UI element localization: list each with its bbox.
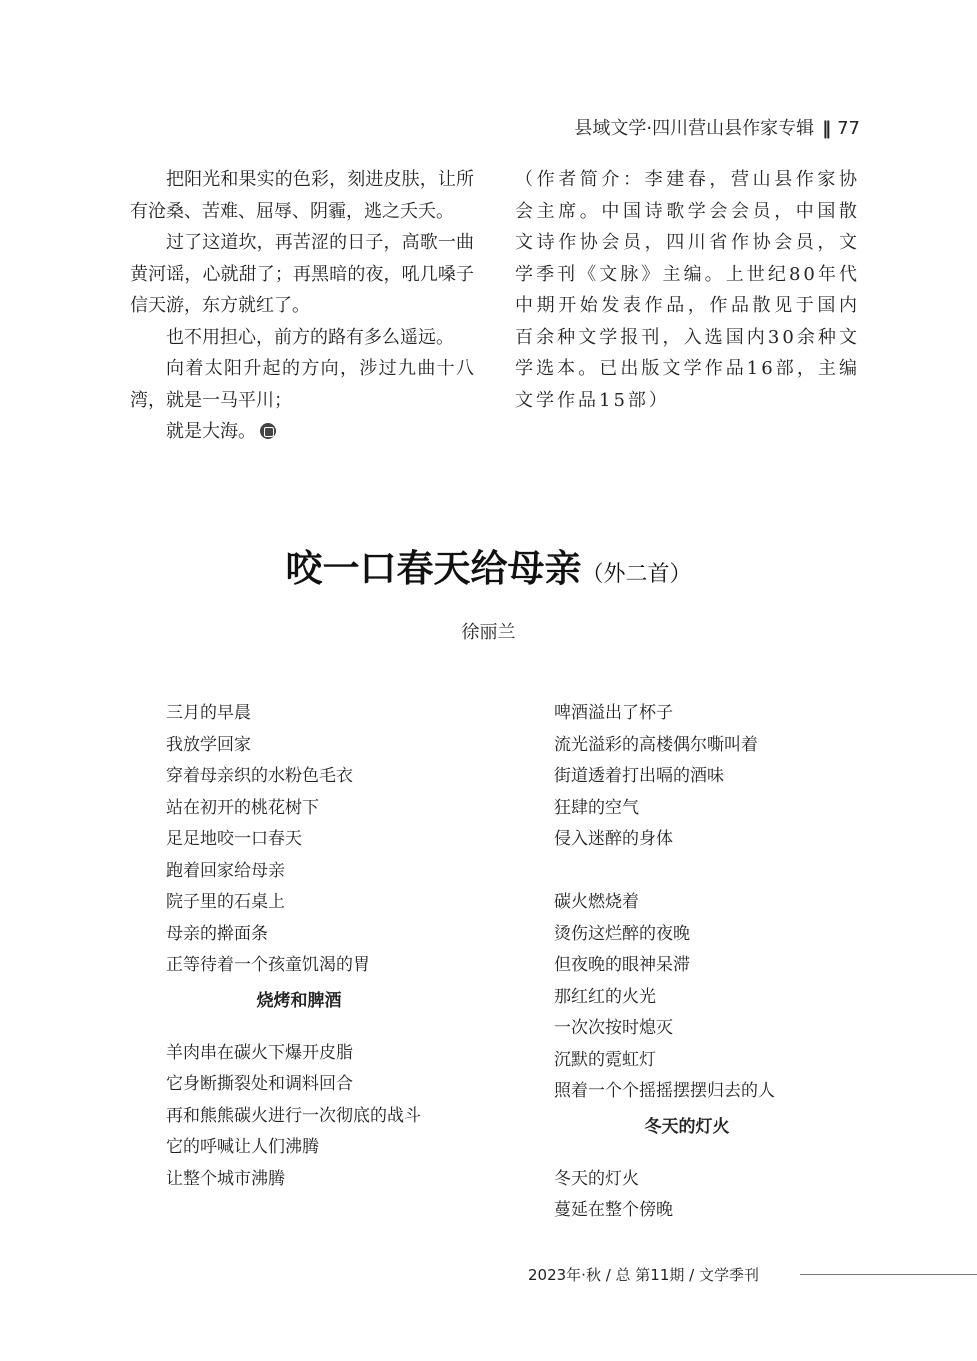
section-title: 冬天的灯火	[644, 1116, 730, 1137]
poem-line: 但夜晚的眼神呆滞	[554, 955, 690, 975]
poem-line: 沉默的霓虹灯	[554, 1049, 656, 1070]
header-separator: ‖	[822, 118, 830, 139]
poem-line: 院子里的石桌上	[166, 892, 285, 912]
issue-footer: 2023年·秋 / 总 第11期 / 文学季刊	[528, 1266, 759, 1284]
poem-line: 烫伤这烂醉的夜晚	[554, 923, 690, 944]
article-author: 徐丽兰	[461, 622, 516, 643]
poem-line: 碳火燃烧着	[554, 892, 639, 912]
poem-line: 街道透着打出嗝的酒味	[554, 766, 724, 786]
poem-line: 照着一个个摇摇摆摆归去的人	[554, 1081, 775, 1101]
running-title: 县域文学·四川营山县作家专辑	[574, 118, 815, 139]
poem-line: 母亲的擀面条	[166, 923, 268, 944]
poem-line: 让整个城市沸腾	[166, 1168, 285, 1189]
running-header	[0, 114, 860, 140]
poem-line: 再和熊熊碳火进行一次彻底的战斗	[166, 1105, 421, 1126]
poem-line: 穿着母亲织的水粉色毛衣	[166, 766, 353, 786]
author-bio	[515, 164, 860, 416]
poem-line: 蔓延在整个傍晚	[554, 1200, 673, 1220]
poem-line: 三月的早晨	[166, 703, 251, 723]
footer-rule	[800, 1274, 977, 1275]
page-number: 77	[837, 118, 860, 139]
article-title	[0, 538, 977, 592]
prose-paragraph-text: 就是大海。	[166, 421, 256, 442]
prose-paragraph: 过了这道坎，再苦涩的日子，高歌一曲黄河谣，心就甜了；再黑暗的夜，吼几嗓子信天游，东方就红了。	[130, 232, 474, 316]
prose-paragraph-last	[130, 416, 474, 448]
prose-paragraph: 向着太阳升起的方向，涉过九曲十八湾，就是一马平川；	[130, 358, 474, 411]
poem-left-column	[166, 698, 506, 1195]
author-bio-text: （作者简介：李建春，营山县作家协会主席。中国诗歌学会会员，中国散文诗作协会员，四川省作协会员，文学季刊《文脉》主编。上世纪80年代中期开始发表作品，作品散见于国内百余种文学报刊，入选国内30余种文学选本。已出版文学作品16部，主编文学作品15部）	[515, 169, 860, 411]
poem-right-column	[554, 698, 894, 1227]
poem-line: 它身断撕裂处和调料回合	[166, 1074, 353, 1094]
poem-line: 它的呼喊让人们沸腾	[166, 1137, 319, 1157]
poem-line: 正等待着一个孩童饥渴的胃	[166, 955, 370, 975]
poem-line: 羊肉串在碳火下爆开皮脂	[166, 1042, 353, 1063]
poem-line: 一次次按时熄灭	[554, 1018, 673, 1038]
article-title-sub: （外二首）	[581, 562, 692, 587]
poem-line: 流光溢彩的高楼偶尔嘶叫着	[554, 734, 758, 755]
poem-line: 站在初开的桃花树下	[166, 797, 319, 818]
poem-line: 跑着回家给母亲	[166, 860, 285, 881]
poem-line: 狂肆的空气	[554, 797, 639, 818]
poem-line: 我放学回家	[166, 734, 251, 755]
prose-paragraph: 把阳光和果实的色彩，刻进皮肤，让所有沧桑、苦难、屈辱、阴霾，逃之夭夭。	[130, 169, 474, 222]
prose-paragraph: 也不用担心，前方的路有多么遥远。	[166, 326, 454, 348]
section-title: 烧烤和脾酒	[256, 990, 342, 1011]
article-title-main: 咬一口春天给母亲	[285, 546, 582, 590]
poem-line: 足足地咬一口春天	[166, 829, 302, 849]
prose-left-column	[130, 164, 474, 448]
poem-line: 那红红的火光	[554, 986, 656, 1007]
poem-line: 啤酒溢出了杯子	[554, 703, 673, 723]
stanza-gap	[554, 856, 894, 888]
poem-line: 冬天的灯火	[554, 1168, 639, 1189]
end-mark-icon	[260, 423, 276, 439]
poem-line: 侵入迷醉的身体	[554, 829, 673, 849]
